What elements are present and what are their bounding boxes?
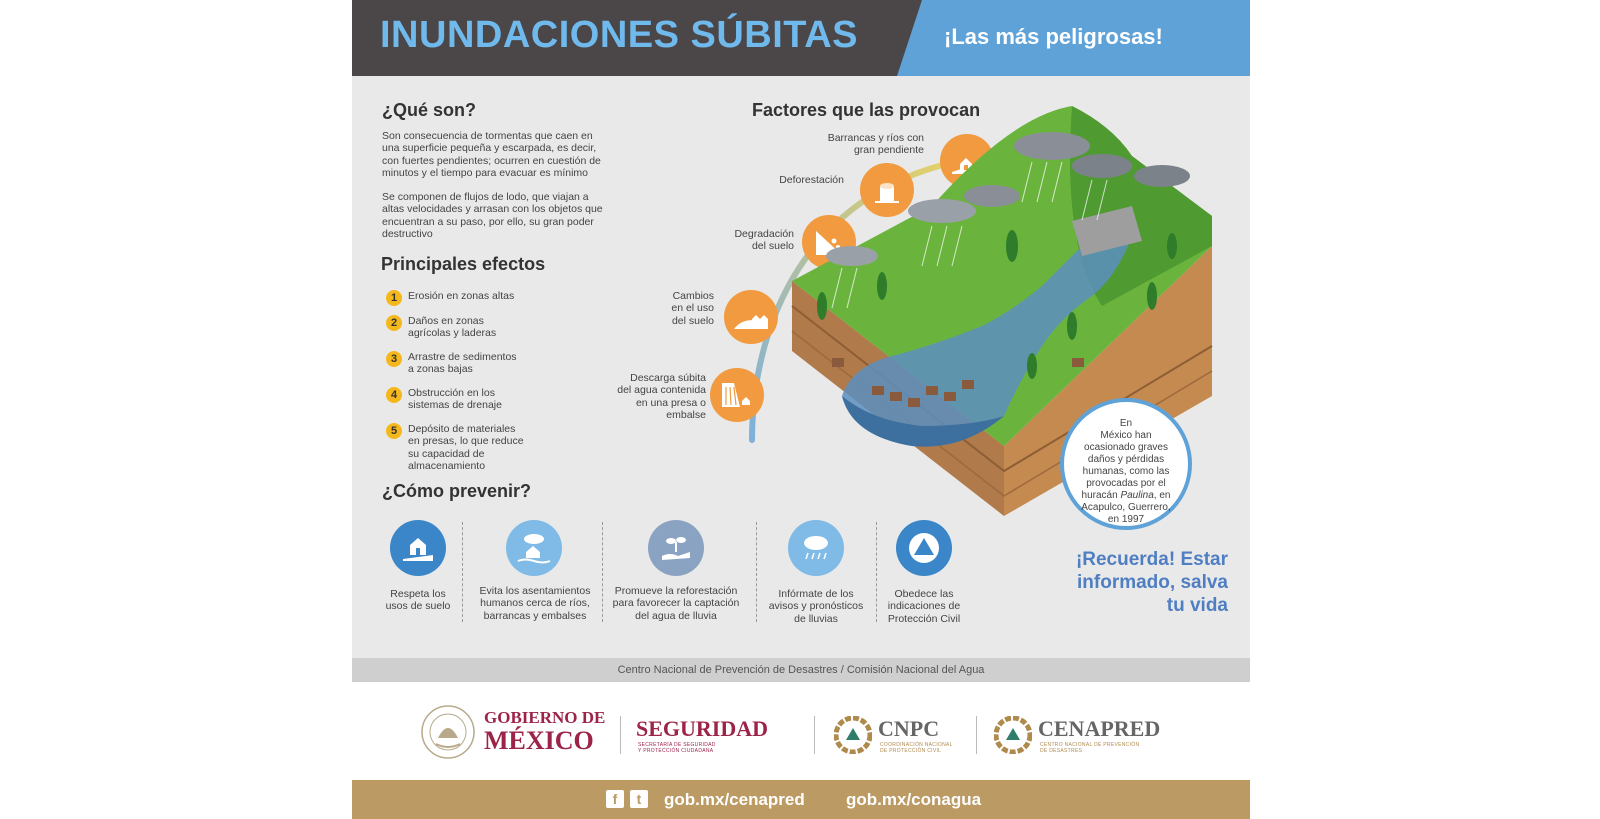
divider: [462, 522, 463, 622]
facebook-icon[interactable]: f: [606, 790, 624, 808]
factor-label: Cambios en el uso del suelo: [671, 290, 714, 327]
page-subtitle: ¡Las más peligrosas!: [944, 24, 1163, 49]
efectos-heading: Principales efectos: [381, 254, 546, 274]
link-cenapred[interactable]: gob.mx/cenapred: [664, 790, 805, 809]
prevenir-heading: ¿Cómo prevenir?: [382, 481, 532, 501]
page-title: INUNDACIONES SÚBITAS: [380, 14, 858, 56]
cenapred-subtitle: CENTRO NACIONAL DE PREVENCIÓN DE DESASTRES: [1040, 742, 1140, 754]
seguridad-logo: SEGURIDAD: [636, 716, 769, 741]
factores-heading: Factores que las provocan: [752, 100, 981, 120]
prevention-label: Respeta los usos de suelo: [385, 588, 451, 613]
effect-number: 2: [386, 315, 402, 331]
prevention-label: Obedece las indicaciones de Protección Civil: [887, 588, 961, 625]
divider: [756, 522, 757, 622]
effect-number: 3: [386, 351, 402, 367]
factor-label: Degradación del suelo: [734, 228, 794, 253]
effect-number: 5: [386, 423, 402, 439]
dam-icon: [710, 368, 764, 422]
historical-note-circle: En México han ocasionado graves daños y pérdidas humanas, como las provocadas por el huracán Paulina, en Acapulco, Guerrero, en 1997: [1060, 398, 1192, 530]
link-conagua[interactable]: gob.mx/conagua: [846, 790, 982, 809]
effect-number: 1: [386, 290, 402, 306]
logo-separator: [814, 716, 815, 754]
que-son-paragraph-1: Son consecuencia de tormentas que caen en una superficie pequeña y escarpada, es decir, con fuertes pendientes; ocurren en cuestión de minutos y el tiempo para evacuar es mínimo: [382, 130, 601, 179]
cnpc-logo: CNPC: [878, 716, 940, 741]
rain-cloud-icon: [788, 520, 844, 576]
que-son-paragraph-2: Se componen de flujos de lodo, que viajan a altas velocidades y arrasan con los objetos que encuentran a su paso, por ello, su gran poder destructivo: [382, 191, 603, 240]
logo-separator: [620, 716, 621, 754]
factor-label: Barrancas y ríos con gran pendiente: [827, 132, 924, 157]
credits-bar: Centro Nacional de Prevención de Desastres / Comisión Nacional del Agua: [352, 658, 1250, 682]
remember-message: ¡Recuerda! Estar informado, salva tu vida: [1075, 549, 1228, 616]
civil-protection-icon: [896, 520, 952, 576]
factor-label: Deforestación: [779, 174, 844, 186]
gobierno-line1: GOBIERNO DE: [484, 708, 606, 727]
effect-number: 4: [386, 387, 402, 403]
sprout-hand-icon: [648, 520, 704, 576]
cnpc-subtitle: COORDINACIÓN NACIONAL DE PROTECCIÓN CIVIL: [880, 742, 953, 754]
cnpc-emblem-icon: [834, 716, 872, 754]
prevention-label: Evita los asentamientos humanos cerca de ríos, barrancas y embalses: [479, 585, 591, 622]
mexico-seal-icon: [420, 704, 476, 760]
prevention-label: Infórmate de los avisos y pronósticos de lluvias: [768, 588, 864, 625]
que-son-heading: ¿Qué son?: [382, 100, 476, 120]
houses-on-hill-icon: [724, 290, 778, 344]
factor-label: Descarga súbita del agua contenida en una presa o embalse: [617, 372, 706, 421]
gobierno-line2: MÉXICO: [484, 726, 594, 755]
twitter-icon[interactable]: t: [630, 790, 648, 808]
house-terrain-icon: [390, 520, 446, 576]
logo-separator: [976, 716, 977, 754]
cenapred-logo: CENAPRED: [1038, 716, 1161, 741]
seguridad-subtitle: SECRETARÍA DE SEGURIDAD Y PROTECCIÓN CIUDADANA: [638, 742, 716, 754]
infographic-poster: INUNDACIONES SÚBITAS ¡Las más peligrosas! ¿Qué son? Son consecuencia de tormentas que caen en una superficie pequeña y escarpada, es decir, con fuertes pendientes; ocurren en cuestión de minutos y el tiempo para evacuar es mínimo Se componen de flujos de lodo, que viajan a altas velocidades y arrasan con los objetos que encuentran a su paso, por ello, su gran poder destructivo Principales efectos 1 Erosión en zonas altas 2 Daños en zonas agrícolas y laderas 3 Arrastre de sedimentos a zonas bajas 4 Obstrucción en los sistemas de drenaje 5 Depósito de materiales en presas, lo que reduce su capacidad de almacenamiento ¿Cómo prevenir? Factores que las provocan Barrancas y ríos con gran pendiente Deforestación Degradación del suelo Cambios en el uso del suelo Descarga súbita del agua contenida en una presa o embalse En México han ocasionado graves daños y pérdidas humanas, como las provocadas por el huracán Paulina, en Acapulco, Guerrero, en 1997 ¡Recuerda! Estar informado, salva tu vida Respeta los usos de suelo Evita los asentamientos humanos cerca de ríos, barrancas y embalses Promueve la reforestación para favorecer la captación del agua de lluvia Infórmate de los avisos y pronósticos de lluvias Obedece las indicaciones de Protección Civil Centro Nacional de Prevención de Desastres / Comisión Nacional del Agua GOBIERNO DE MÉXICO SEGURIDAD SECRETARÍA DE SEGURIDAD Y PROTECCIÓN CIUDADANA CNPC COORDINACIÓN NACIONAL DE PROTECCIÓN CIVIL CENAPRED CENTRO NACIONAL DE PREVENCIÓN DE DESASTRES f t gob.mx/cenapred gob.mx/conagua: [352, 0, 1250, 819]
house-river-icon: [506, 520, 562, 576]
cenapred-emblem-icon: [994, 716, 1032, 754]
prevention-label: Promueve la reforestación para favorecer la captación del agua de lluvia: [612, 585, 740, 622]
